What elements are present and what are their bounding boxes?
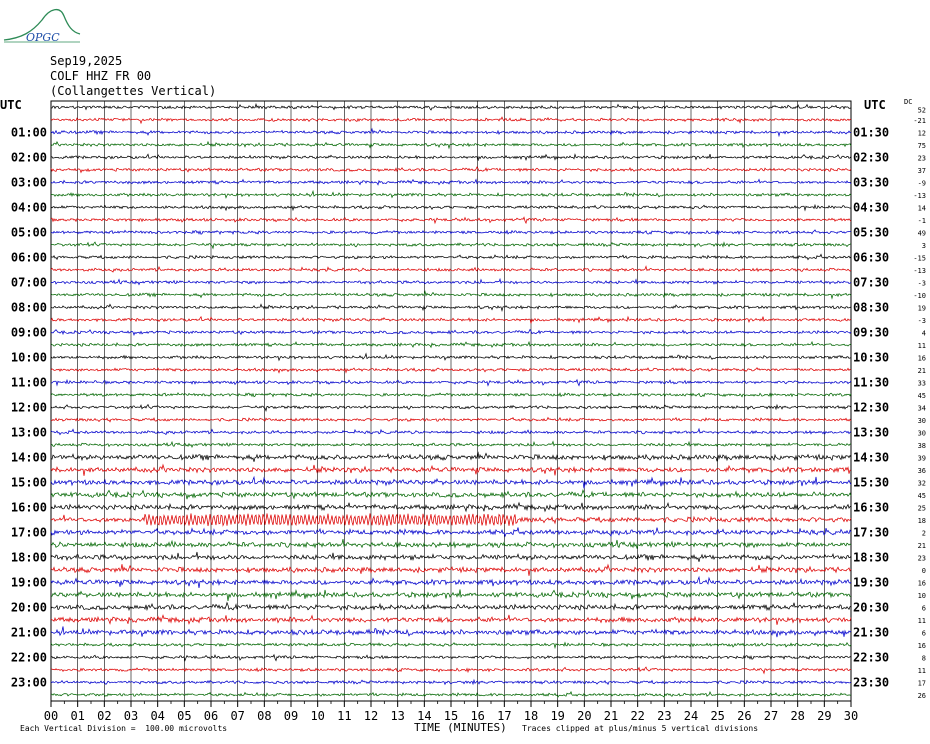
utc-hour-label: 16:00: [10, 500, 47, 515]
dc-offset-value: 8: [921, 654, 926, 663]
x-tick-label: 04: [150, 709, 165, 723]
utc-hour-label: 11:00: [10, 375, 47, 390]
utc-hour-label: 07:00: [10, 275, 47, 290]
station-code: COLF HHZ FR 00: [50, 69, 152, 83]
x-tick-label: 00: [43, 709, 59, 723]
utc-hour-label: 23:00: [10, 675, 47, 690]
utc-hour-label: 21:00: [10, 625, 47, 640]
utc-half-hour-label: 07:30: [853, 275, 890, 290]
x-tick-label: 29: [817, 709, 832, 723]
dc-offset-value: 16: [917, 579, 926, 588]
dc-offset-value: 11: [917, 616, 926, 625]
x-tick-label: 06: [203, 709, 219, 723]
dc-offset-value: 4: [921, 329, 926, 338]
dc-offset-value: 33: [917, 379, 926, 388]
dc-offset-value: 52: [917, 106, 926, 115]
utc-half-hour-label: 23:30: [853, 675, 890, 690]
x-tick-label: 26: [737, 709, 752, 723]
dc-offset-value: 45: [917, 391, 926, 400]
right-axis-label: UTC: [864, 98, 886, 112]
utc-half-hour-label: 03:30: [853, 175, 890, 190]
dc-offset-value: 16: [917, 641, 926, 650]
station-location: (Collangettes Vertical): [50, 84, 217, 98]
x-tick-label: 08: [257, 709, 272, 723]
x-tick-label: 20: [577, 709, 592, 723]
utc-half-hour-label: 17:30: [853, 525, 890, 540]
x-tick-label: 19: [550, 709, 565, 723]
dc-offset-value: 23: [917, 554, 926, 563]
x-tick-label: 14: [417, 709, 432, 723]
utc-hour-label: 05:00: [10, 225, 47, 240]
x-tick-label: 30: [843, 709, 859, 723]
x-tick-label: 05: [177, 709, 192, 723]
dc-offset-value: 0: [921, 566, 926, 575]
utc-hour-label: 13:00: [10, 425, 47, 440]
x-tick-label: 24: [683, 709, 699, 723]
dc-offset-value: -10: [913, 291, 926, 300]
x-tick-label: 10: [310, 709, 325, 723]
dc-offset-value: 37: [917, 166, 926, 175]
dc-label: DC: [904, 98, 913, 106]
utc-half-hour-label: 06:30: [853, 250, 890, 265]
utc-hour-label: 10:00: [10, 350, 47, 365]
dc-offset-value: 19: [917, 304, 926, 313]
x-tick-label: 07: [230, 709, 245, 723]
dc-offset-value: 75: [917, 141, 926, 150]
utc-half-hour-label: 20:30: [853, 600, 890, 615]
utc-half-hour-label: 08:30: [853, 300, 890, 315]
x-tick-label: 25: [710, 709, 725, 723]
dc-offset-value: 11: [917, 341, 926, 350]
vertical-division-note: Each Vertical Division = 100.00 microvolts: [20, 724, 228, 733]
utc-hour-label: 09:00: [10, 325, 47, 340]
utc-half-hour-label: 02:30: [853, 150, 890, 165]
utc-half-hour-label: 21:30: [853, 625, 890, 640]
dc-offset-value: 11: [917, 666, 926, 675]
dc-offset-value: 14: [917, 204, 926, 213]
x-tick-label: 18: [523, 709, 539, 723]
dc-offset-value: 32: [917, 479, 926, 488]
utc-half-hour-label: 22:30: [853, 650, 890, 665]
utc-half-hour-label: 18:30: [853, 550, 890, 565]
x-tick-label: 11: [337, 709, 352, 723]
utc-hour-label: 22:00: [10, 650, 47, 665]
dc-offset-value: 18: [917, 516, 926, 525]
left-axis-label: UTC: [0, 98, 22, 112]
dc-offset-value: 39: [917, 454, 926, 463]
utc-half-hour-label: 16:30: [853, 500, 890, 515]
utc-half-hour-label: 14:30: [853, 450, 890, 465]
x-tick-label: 12: [363, 709, 379, 723]
utc-half-hour-label: 12:30: [853, 400, 890, 415]
dc-offset-value: 16: [917, 354, 926, 363]
x-tick-label: 16: [470, 709, 485, 723]
utc-hour-label: 02:00: [10, 150, 47, 165]
utc-hour-label: 18:00: [10, 550, 47, 565]
dc-offset-value: 17: [917, 679, 926, 688]
dc-offset-value: -21: [913, 116, 926, 125]
x-tick-label: 27: [763, 709, 779, 723]
dc-offset-value: 36: [917, 466, 926, 475]
utc-hour-label: 08:00: [10, 300, 47, 315]
dc-offset-value: -3: [917, 279, 926, 288]
utc-hour-label: 20:00: [10, 600, 47, 615]
utc-half-hour-label: 05:30: [853, 225, 890, 240]
utc-half-hour-label: 15:30: [853, 475, 890, 490]
dc-offset-value: 3: [921, 241, 926, 250]
x-tick-label: 22: [630, 709, 645, 723]
dc-offset-value: -13: [913, 191, 926, 200]
x-tick-label: 15: [443, 709, 459, 723]
utc-half-hour-label: 09:30: [853, 325, 890, 340]
utc-hour-label: 04:00: [10, 200, 47, 215]
utc-hour-label: 15:00: [10, 475, 47, 490]
utc-hour-label: 17:00: [10, 525, 47, 540]
dc-offset-value: 10: [917, 591, 926, 600]
dc-offset-value: -15: [913, 254, 926, 263]
dc-offset-value: 38: [917, 441, 926, 450]
dc-offset-value: 21: [917, 541, 926, 550]
dc-offset-value: -9: [917, 179, 926, 188]
utc-half-hour-label: 10:30: [853, 350, 890, 365]
x-tick-label: 09: [283, 709, 299, 723]
utc-hour-label: 01:00: [10, 125, 47, 140]
x-tick-label: 23: [657, 709, 672, 723]
utc-hour-label: 06:00: [10, 250, 47, 265]
dc-offset-value: 6: [921, 604, 926, 613]
dc-offset-value: 2: [921, 529, 926, 538]
dc-offset-value: -1: [917, 216, 926, 225]
dc-offset-value: -13: [913, 266, 926, 275]
x-tick-label: 21: [603, 709, 619, 723]
utc-half-hour-label: 11:30: [853, 375, 890, 390]
utc-hour-label: 12:00: [10, 400, 47, 415]
x-tick-label: 13: [390, 709, 405, 723]
dc-offset-value: 6: [921, 629, 926, 638]
dc-offset-value: 23: [917, 154, 926, 163]
x-tick-label: 03: [123, 709, 139, 723]
clipping-note: Traces clipped at plus/minus 5 vertical divisions: [522, 724, 759, 733]
dc-offset-value: 49: [917, 229, 926, 238]
x-tick-label: 02: [97, 709, 112, 723]
utc-half-hour-label: 04:30: [853, 200, 890, 215]
dc-offset-value: 34: [917, 404, 926, 413]
dc-offset-value: -3: [917, 316, 926, 325]
utc-hour-label: 19:00: [10, 575, 47, 590]
utc-hour-label: 03:00: [10, 175, 47, 190]
x-axis-label: TIME (MINUTES): [414, 721, 507, 734]
dc-offset-value: 25: [917, 504, 926, 513]
dc-offset-value: 30: [917, 416, 926, 425]
x-tick-label: 01: [70, 709, 85, 723]
utc-hour-label: 14:00: [10, 450, 47, 465]
utc-half-hour-label: 19:30: [853, 575, 890, 590]
logo-text: OPGC: [26, 31, 60, 44]
dc-offset-value: 45: [917, 491, 926, 500]
dc-offset-value: 30: [917, 429, 926, 438]
dc-offset-value: 12: [917, 129, 926, 138]
x-tick-label: 17: [497, 709, 512, 723]
dc-offset-value: 21: [917, 366, 926, 375]
utc-half-hour-label: 01:30: [853, 125, 890, 140]
x-tick-label: 28: [790, 709, 805, 723]
chart-date: Sep19,2025: [50, 54, 123, 68]
utc-half-hour-label: 13:30: [853, 425, 890, 440]
dc-offset-value: 26: [917, 691, 926, 700]
